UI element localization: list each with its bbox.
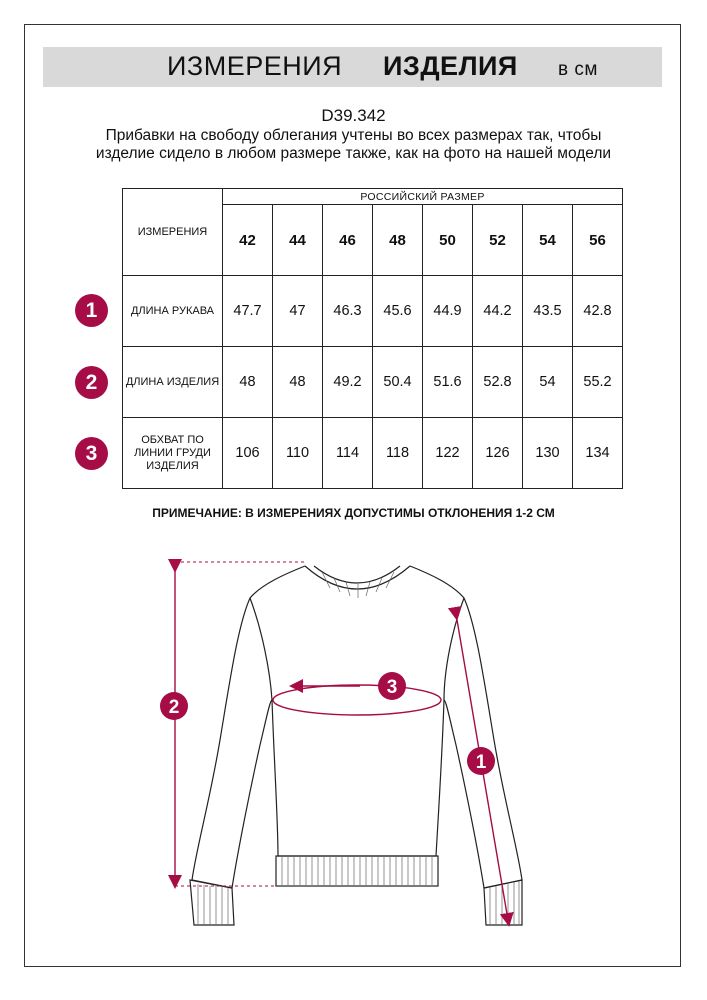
size-cell: 46 xyxy=(323,205,373,276)
value-cell: 114 xyxy=(323,418,373,489)
value-cell: 47.7 xyxy=(223,276,273,347)
value-cell: 52.8 xyxy=(473,347,523,418)
value-cell: 122 xyxy=(423,418,473,489)
value-cell: 46.3 xyxy=(323,276,373,347)
value-cell: 134 xyxy=(573,418,623,489)
title-bar xyxy=(43,47,662,87)
size-cell: 44 xyxy=(273,205,323,276)
table-row xyxy=(123,418,623,489)
value-cell: 42.8 xyxy=(573,276,623,347)
value-cell: 43.5 xyxy=(523,276,573,347)
value-cell: 49.2 xyxy=(323,347,373,418)
size-cell: 54 xyxy=(523,205,573,276)
value-cell: 47 xyxy=(273,276,323,347)
table-row xyxy=(123,276,623,347)
value-cell: 44.2 xyxy=(473,276,523,347)
value-cell: 130 xyxy=(523,418,573,489)
size-cell: 50 xyxy=(423,205,473,276)
value-cell: 126 xyxy=(473,418,523,489)
article-code: D39.342 xyxy=(321,106,386,125)
value-cell: 118 xyxy=(373,418,423,489)
size-cell: 48 xyxy=(373,205,423,276)
measure-header: ИЗМЕРЕНИЯ xyxy=(123,189,223,276)
sweater-diagram xyxy=(0,540,707,960)
table-row xyxy=(123,347,623,418)
marker-1-icon xyxy=(467,747,495,775)
size-cell: 56 xyxy=(573,205,623,276)
size-table xyxy=(122,188,623,489)
tolerance-note: ПРИМЕЧАНИЕ: В ИЗМЕРЕНИЯХ ДОПУСТИМЫ ОТКЛОНЕНИЯ 1-2 СМ xyxy=(152,506,555,520)
value-cell: 51.6 xyxy=(423,347,473,418)
marker-2-label: 2 xyxy=(168,697,180,718)
value-cell: 50.4 xyxy=(373,347,423,418)
row-label: ОБХВАТ ПО ЛИНИИ ГРУДИ ИЗДЕЛИЯ xyxy=(123,418,223,489)
value-cell: 54 xyxy=(523,347,573,418)
row-label: ДЛИНА ИЗДЕЛИЯ xyxy=(123,347,223,418)
marker-1-label: 1 xyxy=(475,752,487,773)
size-cell: 42 xyxy=(223,205,273,276)
row-number-badge: 3 xyxy=(75,437,108,470)
ribbing-texture xyxy=(198,572,519,924)
marker-2-icon xyxy=(160,692,188,720)
title-word-measurements: ИЗМЕРЕНИЯ xyxy=(167,51,343,81)
row-number-badge: 2 xyxy=(75,366,108,399)
value-cell: 45.6 xyxy=(373,276,423,347)
value-cell: 44.9 xyxy=(423,276,473,347)
fit-description: Прибавки на свободу облегания учтены во всех размерах так, чтобы изделие сидело в любом размере также, как на фото на нашей модели xyxy=(95,127,612,162)
value-cell: 48 xyxy=(273,347,323,418)
sweater-outline-icon xyxy=(190,566,522,925)
value-cell: 55.2 xyxy=(573,347,623,418)
marker-3-label: 3 xyxy=(386,677,398,698)
size-group-header: РОССИЙСКИЙ РАЗМЕР xyxy=(223,189,623,205)
value-cell: 48 xyxy=(223,347,273,418)
size-cell: 52 xyxy=(473,205,523,276)
row-label: ДЛИНА РУКАВА xyxy=(123,276,223,347)
row-number-badge: 1 xyxy=(75,294,108,327)
title-unit: в см xyxy=(558,59,598,80)
title-word-product: ИЗДЕЛИЯ xyxy=(383,51,518,81)
value-cell: 110 xyxy=(273,418,323,489)
marker-3-icon xyxy=(378,672,406,700)
value-cell: 106 xyxy=(223,418,273,489)
